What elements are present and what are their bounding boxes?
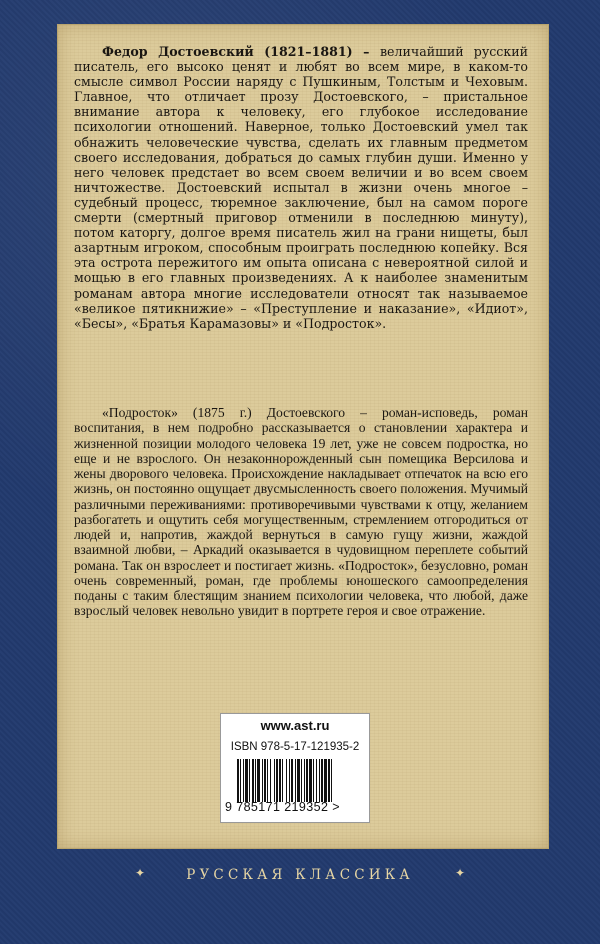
series-label: РУССКАЯ КЛАССИКА	[186, 867, 414, 883]
book-paragraph: «Подросток» (1875 г.) Достоевского – роман-исповедь, роман воспитания, в нем подробно рассказывается о становлении характера и жизненной позиции молодого человека 19 лет, уже не совсем подростка, но еще и не взрослого. Он незаконнорожденный сын помещика Версилова и жены дворового человека. Происхождение накладывает отпечаток на всю его жизнь, он постоянно ощущает двусмысленность своего положения. Мучимый различными переживаниями: противоречивыми чувствами к отцу, желанием разбогатеть и ощутить себя могущественным, стремлением отгородиться от людей и, напротив, жаждой вернуться в самую гущу жизни, жаждой взаимной любви, – Аркадий оказывается в чудовищном переплете событий романа. Так он взрослеет и постигает жизнь. «Подросток», безусловно, роман очень современный, роман, где проблемы юношеского самоопределения поданы с таким блестящим знанием психологии человека, что любой, даже взрослый человек невольно увидит в портрете героя и свое отражение.	[74, 405, 528, 619]
author-paragraph	[74, 44, 528, 331]
barcode-bars	[237, 759, 357, 802]
isbn-text: ISBN 978-5-17-121935-2	[230, 741, 360, 753]
barcode-block	[220, 713, 370, 823]
star-icon: ✦	[135, 866, 146, 880]
author-description: величайший русский писатель, его высоко ценят и любят во всем мире, в каком-то смысле символ России наряду с Пушкиным, Толстым и Чеховым. Главное, что отличает прозу Достоевского, – пристальное внимание автора к человеку, его глубокое исследование психологии отношений. Наверное, только Достоевский умел так обнажить человеческие чувства, сделать их главным предметом своего исследования, добраться до самых глубин души. Именно у него человек предстает во всем своем величии и во всем своем ничтожестве. Достоевский испытал в жизни очень многое – судебный процесс, тюремное заключение, был на самом пороге смерти (смертный приговор отменили в последнюю минуту), потом каторгу, долгое время писатель жил на грани нищеты, был азартным игроком, способным проиграть последнюю копейку. Вся эта острота пережитого им опыта описана с невероятной силой и мощью в его главных произведениях. А к наиболее знаменитым романам автора многие исследователи относят так называемое «великое пятикнижие» – «Преступление и наказание», «Идиот», «Бесы», «Братья Карамазовы» и «Подросток».	[74, 44, 528, 331]
publisher-website: www.ast.ru	[260, 718, 330, 733]
barcode-digits: 9 785171 219352 >	[225, 800, 340, 814]
star-icon: ✦	[455, 866, 466, 880]
author-name-dates: Федор Достоевский (1821–1881) –	[102, 44, 380, 59]
